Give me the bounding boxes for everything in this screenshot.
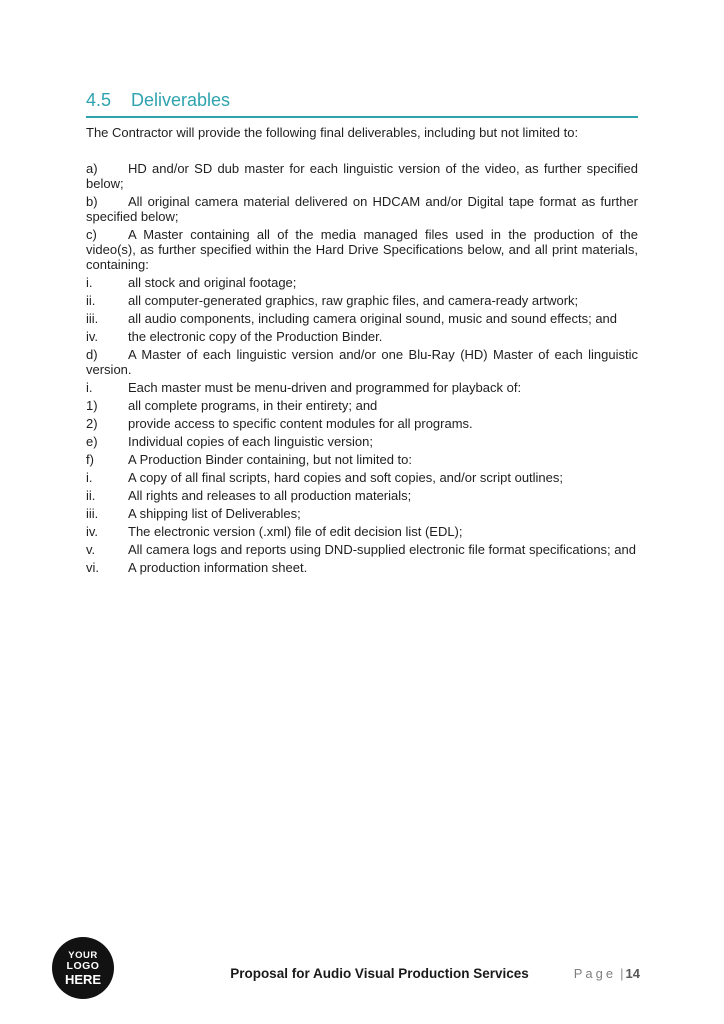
list-item-label: b) (86, 194, 98, 209)
list-item (86, 452, 638, 467)
list-item-label: v. (86, 542, 96, 557)
list-item-label: iii. (86, 506, 99, 521)
list-item (86, 470, 638, 485)
footer-page-separator: | (620, 966, 624, 981)
list-item (86, 506, 638, 521)
list-item-text: Individual copies of each linguistic version; (128, 434, 373, 449)
list-item (86, 542, 638, 557)
list-item (86, 161, 638, 191)
list-item (86, 275, 638, 290)
list-item (86, 524, 638, 539)
list-item (86, 347, 638, 377)
list-item-label: ii. (86, 293, 96, 308)
list-item-text: A production information sheet. (128, 560, 308, 575)
list-item-text: all audio components, including camera original sound, music and sound effects; and (128, 311, 618, 326)
page-content (86, 90, 638, 578)
list-item-text: all complete programs, in their entirety; and (128, 398, 378, 413)
list-item-text: all computer-generated graphics, raw graphic files, and camera-ready artwork; (128, 293, 579, 308)
list-item-label: iv. (86, 329, 99, 344)
list-item (86, 194, 638, 224)
section-heading (86, 90, 638, 118)
list-item-label: ii. (86, 488, 96, 503)
list-item-label: iv. (86, 524, 99, 539)
list-item-text: A Master of each linguistic version and/or one Blu-Ray (HD) Master of each linguistic version. (86, 347, 638, 377)
list-item-label: e) (86, 434, 98, 449)
footer-title: Proposal for Audio Visual Production Services (230, 966, 529, 981)
list-item-label: 2) (86, 416, 98, 431)
list-item (86, 488, 638, 503)
intro-paragraph: The Contractor will provide the following final deliverables, including but not limited to: (86, 125, 579, 140)
list-item-label: a) (86, 161, 98, 176)
list-item-text: The electronic version (.xml) file of edit decision list (EDL); (128, 524, 463, 539)
list-item (86, 434, 638, 449)
list-item-label: i. (86, 380, 93, 395)
list-item-text: All camera logs and reports using DND-supplied electronic file format specifications; and (128, 542, 636, 557)
footer-page-label: Page (573, 966, 617, 981)
list-item-label: d) (86, 347, 98, 362)
list-item (86, 560, 638, 575)
list-item-label: i. (86, 470, 93, 485)
list-item-text: All rights and releases to all production materials; (128, 488, 412, 503)
logo-text-line2: LOGO (66, 960, 100, 972)
list-item-text: HD and/or SD dub master for each linguistic version of the video, as further specified below; (86, 161, 638, 191)
list-item-label: i. (86, 275, 93, 290)
list-item (86, 329, 638, 344)
list-item-label: f) (86, 452, 94, 467)
list-item-text: all stock and original footage; (128, 275, 297, 290)
section-number: 4.5 (86, 90, 112, 110)
list-item (86, 380, 638, 395)
list-item-text: A Master containing all of the media managed files used in the production of the video(s), as further specified within the Hard Drive Specifications below, and all print materials, containing: (86, 227, 638, 272)
list-item-text: A copy of all final scripts, hard copies and soft copies, and/or script outlines; (128, 470, 564, 485)
footer-page-indicator (574, 966, 640, 981)
list-item-text: All original camera material delivered on HDCAM and/or Digital tape format as further specified below; (86, 194, 638, 224)
list-item-label: vi. (86, 560, 99, 575)
footer-page-number: 14 (625, 966, 640, 981)
list-item (86, 293, 638, 308)
list-item-text: A shipping list of Deliverables; (128, 506, 301, 521)
list-item (86, 416, 638, 431)
list-item (86, 227, 638, 272)
list-item-label: c) (86, 227, 97, 242)
deliverables-list (86, 161, 638, 575)
list-item-text: provide access to specific content modules for all programs. (128, 416, 473, 431)
logo-text-line1: YOUR (68, 949, 98, 961)
section-title: Deliverables (131, 90, 231, 110)
list-item (86, 398, 638, 413)
list-item (86, 311, 638, 326)
logo-text-line3: HERE (64, 971, 102, 987)
list-item-text: A Production Binder containing, but not limited to: (128, 452, 413, 467)
list-item-text: the electronic copy of the Production Binder. (128, 329, 383, 344)
list-item-label: 1) (86, 398, 98, 413)
page-footer (86, 966, 640, 981)
list-item-label: iii. (86, 311, 99, 326)
list-item-text: Each master must be menu-driven and programmed for playback of: (128, 380, 522, 395)
